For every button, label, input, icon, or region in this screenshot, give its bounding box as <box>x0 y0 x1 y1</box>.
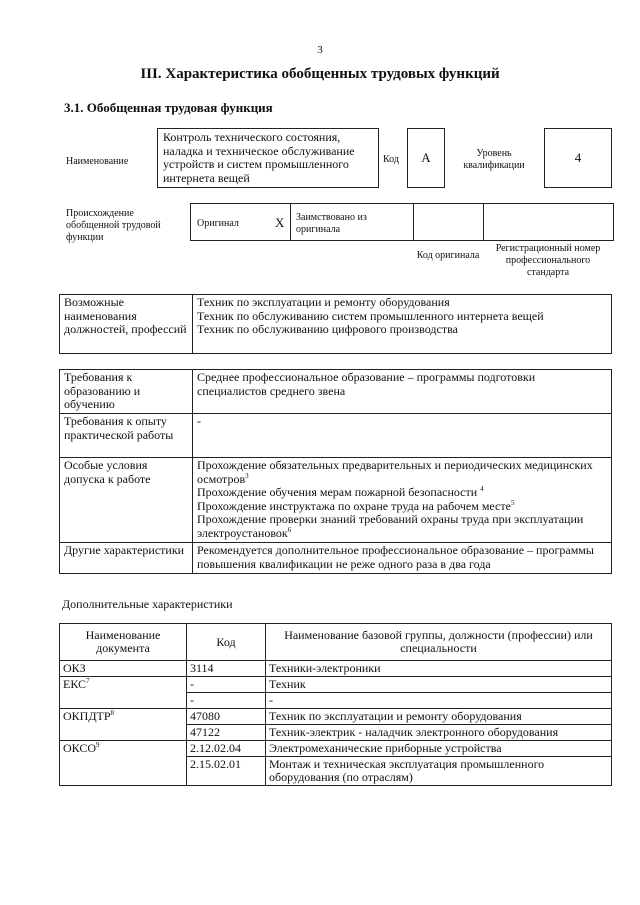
name-cell: Монтаж и техническая эксплуатация промышленного оборудования (по отраслям) <box>266 757 612 786</box>
other-value: Рекомендуется дополнительное профессиональное образование – программы повышения квалификации не реже одного раза в два года <box>193 543 612 574</box>
header-code: Код <box>187 624 266 661</box>
original-label: Оригинал <box>197 218 239 229</box>
table-row <box>60 693 612 709</box>
header-name: Наименование базовой группы, должности (профессии) или специальности <box>266 624 612 661</box>
name-cell: Техники-электроники <box>266 661 612 677</box>
positions-label: Возможные наименования должностей, профессий <box>60 295 193 354</box>
doc-cell: ЕКС$^7$ <box>60 677 187 693</box>
code-cell: 2.15.02.01 <box>187 757 266 786</box>
position-item: Техник по обслуживанию цифрового производства <box>197 322 458 336</box>
level-box: 4 <box>544 128 612 188</box>
additional-table <box>59 623 612 786</box>
requirements-table <box>59 369 612 574</box>
code-cell: 3114 <box>187 661 266 677</box>
code-label: Код <box>383 154 399 165</box>
section-title: III. Характеристика обобщенных трудовых функций <box>140 66 500 82</box>
code-original-caption: Код оригинала <box>416 250 480 261</box>
page-number: 3 <box>317 44 323 56</box>
table-row <box>60 677 612 693</box>
experience-label: Требования к опыту практической работы <box>60 414 193 458</box>
table-row <box>60 757 612 786</box>
table-row <box>60 295 612 354</box>
subsection-title: 3.1. Обобщенная трудовая функция <box>64 100 273 115</box>
education-value: Среднее профессиональное образование – программы подготовки специалистов среднего звена <box>193 370 612 414</box>
other-label: Другие характеристики <box>60 543 193 574</box>
doc-cell: ОКПДТР$^8$ <box>60 709 187 725</box>
code-cell: 47122 <box>187 725 266 741</box>
special-item: Прохождение обучения мерам пожарной безопасности $^4$ <box>197 485 484 499</box>
divider <box>413 204 414 240</box>
table-row <box>60 709 612 725</box>
code-cell: - <box>187 677 266 693</box>
origin-label: Происхождение обобщенной трудовой функции <box>66 208 161 243</box>
special-list <box>193 458 612 543</box>
code-cell: - <box>187 693 266 709</box>
education-label: Требования к образованию и обучению <box>60 370 193 414</box>
code-cell: 2.12.02.04 <box>187 741 266 757</box>
name-cell: Техник-электрик - наладчик электронного оборудования <box>266 725 612 741</box>
table-row <box>60 414 612 458</box>
special-item: Прохождение обязательных предварительных и периодических медицинских осмотров$^3$ <box>197 458 593 486</box>
table-row <box>60 661 612 677</box>
special-item: Прохождение проверки знаний требований охраны труда при эксплуатации электроустановок$^6$ <box>197 512 584 540</box>
divider <box>483 204 484 240</box>
name-cell: Техник по эксплуатации и ремонту оборудования <box>266 709 612 725</box>
positions-table <box>59 294 612 354</box>
borrowed-label: Заимствовано из оригинала <box>296 212 367 235</box>
table-row <box>60 741 612 757</box>
position-item: Техник по обслуживанию систем промышленного интернета вещей <box>197 308 544 323</box>
function-code-box: A <box>407 128 445 188</box>
table-header-row <box>60 624 612 661</box>
name-cell: Электромеханические приборные устройства <box>266 741 612 757</box>
table-row <box>60 458 612 543</box>
reg-number-caption: Регистрационный номер профессионального стандарта <box>495 243 601 278</box>
table-row <box>60 543 612 574</box>
function-name-box: Контроль технического состояния, наладка и техническое обслуживание устройств и систем промышленного интернета вещей <box>157 128 379 188</box>
position-item: Техник по эксплуатации и ремонту оборудования <box>197 295 450 309</box>
doc-cell: ОКСО$^9$ <box>60 741 187 757</box>
special-label: Особые условия допуска к работе <box>60 458 193 543</box>
doc-cell <box>60 757 187 786</box>
positions-list <box>193 295 612 354</box>
header-doc: Наименование документа <box>60 624 187 661</box>
name-label: Наименование <box>66 156 129 167</box>
table-row <box>60 725 612 741</box>
name-cell: Техник <box>266 677 612 693</box>
doc-cell <box>60 693 187 709</box>
divider <box>290 204 291 240</box>
doc-cell: ОКЗ <box>60 661 187 677</box>
special-item: Прохождение инструктажа по охране труда на рабочем месте$^5$ <box>197 498 515 513</box>
level-label: Уровень квалификации <box>463 148 525 171</box>
experience-value: - <box>193 414 612 458</box>
code-cell: 47080 <box>187 709 266 725</box>
origin-box <box>190 203 614 241</box>
original-mark: X <box>275 215 285 230</box>
table-row <box>60 370 612 414</box>
doc-cell <box>60 725 187 741</box>
name-cell: - <box>266 693 612 709</box>
additional-caption: Дополнительные характеристики <box>62 597 233 611</box>
